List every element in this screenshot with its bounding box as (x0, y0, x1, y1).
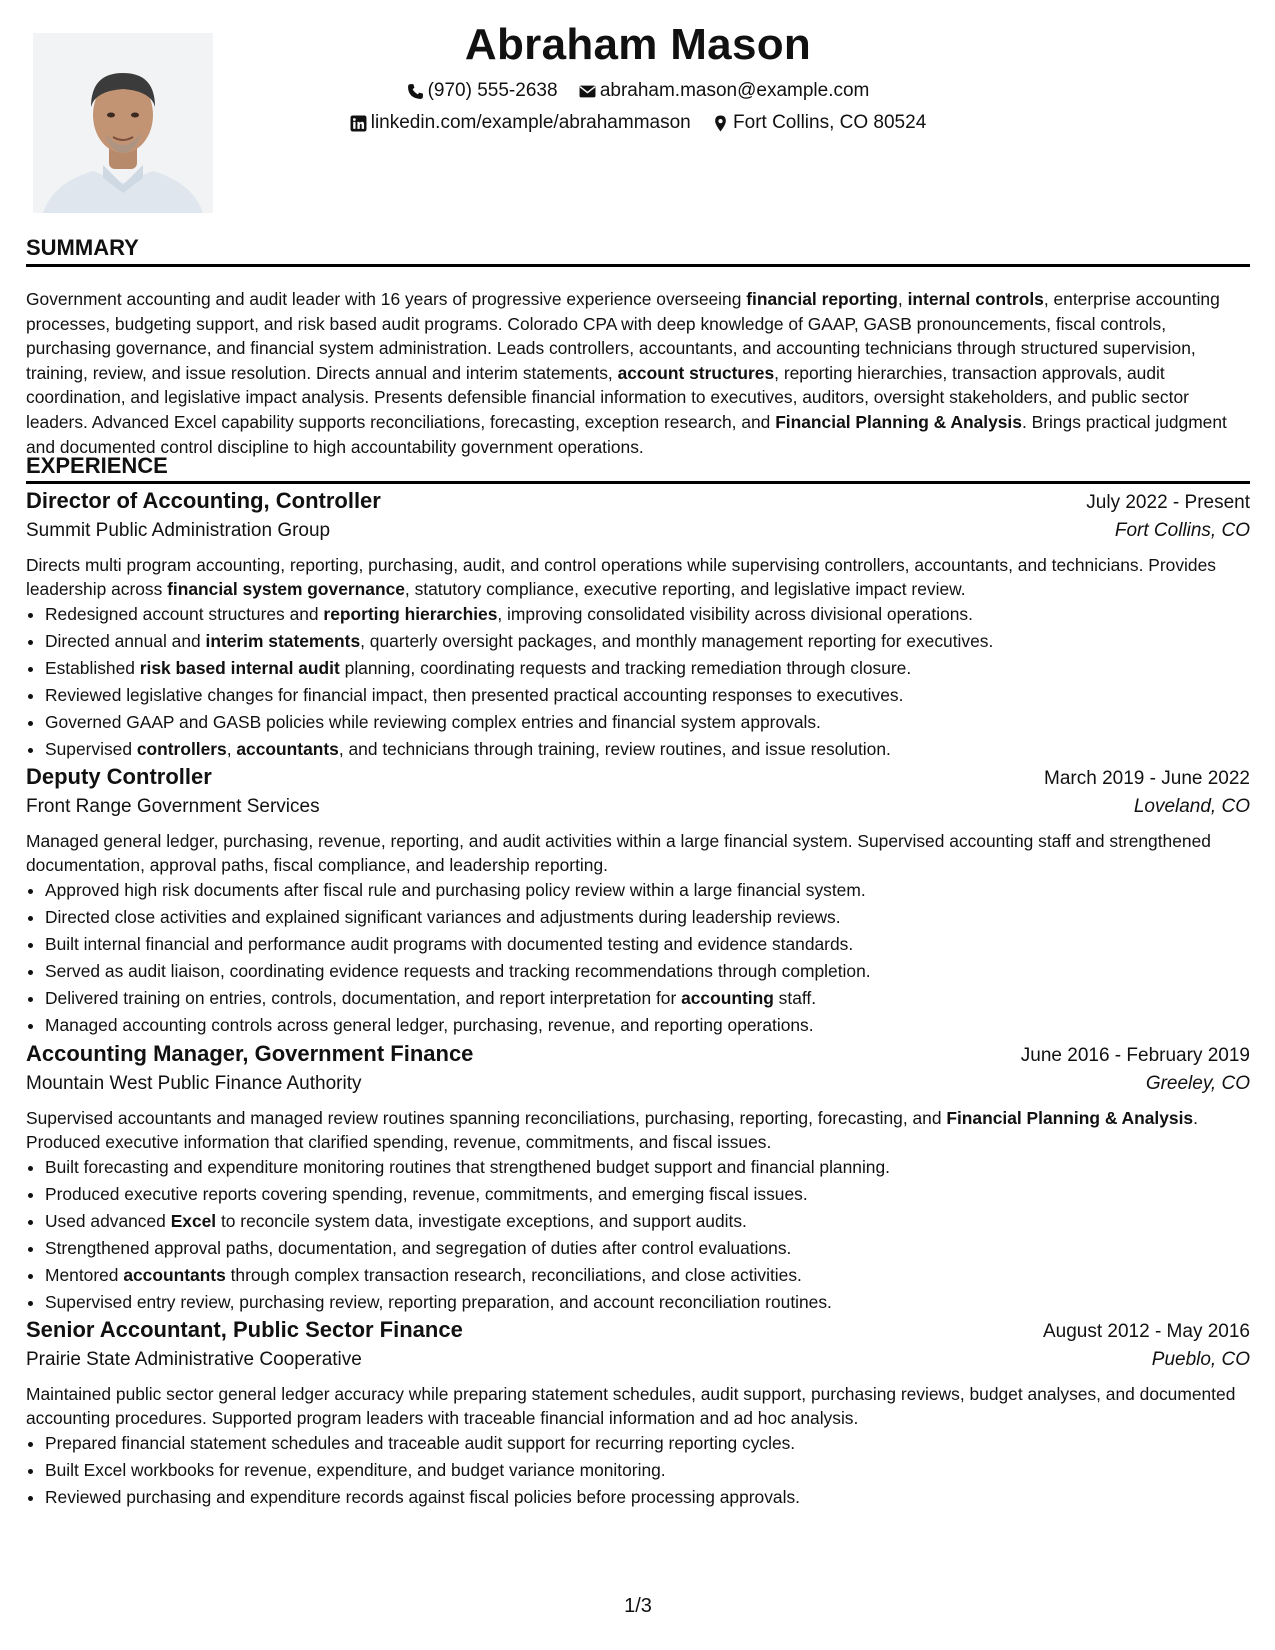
job-location: Loveland, CO (1133, 796, 1250, 817)
bullet-item: • Produced executive reports covering spending, revenue, commitments, and emerging fiscal issues. (45, 1181, 1250, 1208)
location-text: Fort Collins, CO 80524 (733, 112, 927, 133)
page-number: 1/3 (624, 1595, 652, 1617)
bullet-item: • Built forecasting and expenditure monitoring routines that strengthened budget support and financial planning. (45, 1154, 1250, 1181)
experience-heading: EXPERIENCE (26, 453, 168, 478)
linkedin-url[interactable]: linkedin.com/example/abrahammason (370, 112, 691, 133)
linkedin-icon (350, 115, 367, 132)
job-bullets (26, 877, 1250, 1039)
bullet-item: • Supervised entry review, purchasing review, reporting preparation, and account reconciliation routines. (45, 1289, 1250, 1316)
email-contact[interactable] (579, 80, 870, 102)
bullet-item: • Built internal financial and performance audit programs with documented testing and evidence standards. (45, 931, 1250, 958)
job-title: Accounting Manager, Government Finance (26, 1041, 474, 1066)
map-pin-icon (712, 115, 729, 132)
bullet-item: • Approved high risk documents after fiscal rule and purchasing policy review within a large financial system. (45, 877, 1250, 904)
job-description: Maintained public sector general ledger accuracy while preparing statement schedules, audit support, purchasing reviews, budget analyses, and documented accounting procedures. Supported program leaders with traceable financial information and ad hoc analysis. (26, 1384, 1236, 1428)
job-title: Senior Accountant, Public Sector Finance (26, 1317, 463, 1342)
job-bullets (26, 1154, 1250, 1316)
job-location: Fort Collins, CO (1114, 520, 1250, 541)
bullet-item: • Established risk based internal audit planning, coordinating requests and tracking remediation through closure. (45, 655, 1250, 682)
job-title: Deputy Controller (26, 764, 212, 789)
bullet-item: • Governed GAAP and GASB policies while reviewing complex entries and financial system approvals. (45, 709, 1250, 736)
envelope-icon (579, 83, 596, 100)
experience-entry (26, 764, 1250, 1039)
job-dates: June 2016 - February 2019 (1020, 1045, 1250, 1066)
bullet-item: • Strengthened approval paths, documentation, and segregation of duties after control evaluations. (45, 1235, 1250, 1262)
email-address[interactable]: abraham.mason@example.com (599, 80, 870, 101)
experience-divider (26, 481, 1250, 484)
bullet-item: • Prepared financial statement schedules and traceable audit support for recurring reporting cycles. (45, 1430, 1250, 1457)
experience-entry (26, 1317, 1250, 1511)
job-location: Pueblo, CO (1151, 1349, 1250, 1370)
phone-contact (407, 80, 558, 102)
contact-row-1 (26, 80, 1250, 106)
bullet-item: • Mentored accountants through complex transaction research, reconciliations, and close activities. (45, 1262, 1250, 1289)
bullet-item: • Delivered training on entries, controls, documentation, and report interpretation for accounting staff. (45, 985, 1250, 1012)
bullet-item: • Supervised controllers, accountants, and technicians through training, review routines, and issue resolution. (45, 736, 1250, 763)
resume-page (26, 0, 1250, 1650)
contact-row-2 (26, 112, 1250, 138)
summary-text: Government accounting and audit leader with 16 years of progressive experience overseeing financial reporting, internal controls, enterprise accounting processes, budgeting support, and risk based audit programs. Colorado CPA with deep knowledge of GAAP, GASB pronouncements, fiscal controls, purchasing governance, and financial system administration. Leads controllers, accountants, and accounting technicians through structured supervision, training, review, and issue resolution. Directs annual and interim statements, account structures, reporting hierarchies, transaction approvals, audit coordination, and legislative impact analysis. Presents defensible financial information to executives, auditors, oversight stakeholders, and public sector leaders. Advanced Excel capability supports reconciliations, forecasting, exception research, and Financial Planning & Analysis. Brings practical judgment and documented control discipline to high accountability government operations. (26, 289, 1227, 457)
candidate-name: Abraham Mason (464, 20, 812, 69)
job-description: Directs multi program accounting, reporting, purchasing, audit, and control operations while supervising controllers, accountants, and technicians. Provides leadership across financial system governance, statutory compliance, executive reporting, and legislative impact review. (26, 555, 1216, 599)
experience-entry (26, 488, 1250, 763)
job-dates: July 2022 - Present (1086, 492, 1250, 513)
summary-heading: SUMMARY (26, 235, 139, 260)
phone-icon (407, 83, 424, 100)
job-dates: March 2019 - June 2022 (1044, 768, 1250, 789)
phone-number: (970) 555-2638 (427, 80, 558, 101)
experience-entry (26, 1041, 1250, 1316)
bullet-item: • Redesigned account structures and reporting hierarchies, improving consolidated visibility across divisional operations. (45, 601, 1250, 628)
job-dates: August 2012 - May 2016 (1042, 1321, 1250, 1342)
job-bullets (26, 601, 1250, 763)
bullet-item: • Built Excel workbooks for revenue, expenditure, and budget variance monitoring. (45, 1457, 1250, 1484)
bullet-item: • Reviewed legislative changes for financial impact, then presented practical accounting responses to executives. (45, 682, 1250, 709)
summary-divider (26, 264, 1250, 267)
job-company: Prairie State Administrative Cooperative (26, 1349, 362, 1370)
job-company: Front Range Government Services (26, 796, 320, 817)
bullet-item: • Directed annual and interim statements, quarterly oversight packages, and monthly management reporting for executives. (45, 628, 1250, 655)
bullet-item: • Served as audit liaison, coordinating evidence requests and tracking recommendations through completion. (45, 958, 1250, 985)
job-location: Greeley, CO (1145, 1073, 1250, 1094)
job-company: Summit Public Administration Group (26, 520, 331, 541)
job-title: Director of Accounting, Controller (26, 488, 381, 513)
bullet-item: • Used advanced Excel to reconcile system data, investigate exceptions, and support audits. (45, 1208, 1250, 1235)
job-bullets (26, 1430, 1250, 1511)
job-description: Supervised accountants and managed review routines spanning reconciliations, purchasing, reporting, forecasting, and Financial Planning & Analysis. Produced executive information that clarified spending, revenue, commitments, and fiscal issues. (26, 1108, 1198, 1152)
bullet-item: • Managed accounting controls across general ledger, purchasing, revenue, and reporting operations. (45, 1012, 1250, 1039)
job-company: Mountain West Public Finance Authority (26, 1073, 362, 1094)
location-contact (712, 112, 926, 134)
linkedin-contact[interactable] (350, 112, 691, 134)
bullet-item: • Directed close activities and explained significant variances and adjustments during leadership reviews. (45, 904, 1250, 931)
job-description: Managed general ledger, purchasing, revenue, reporting, and audit activities within a large financial system. Supervised accounting staff and strengthened documentation, approval paths, fiscal compliance, and leadership reporting. (26, 831, 1211, 875)
bullet-item: • Reviewed purchasing and expenditure records against fiscal policies before processing approvals. (45, 1484, 1250, 1511)
